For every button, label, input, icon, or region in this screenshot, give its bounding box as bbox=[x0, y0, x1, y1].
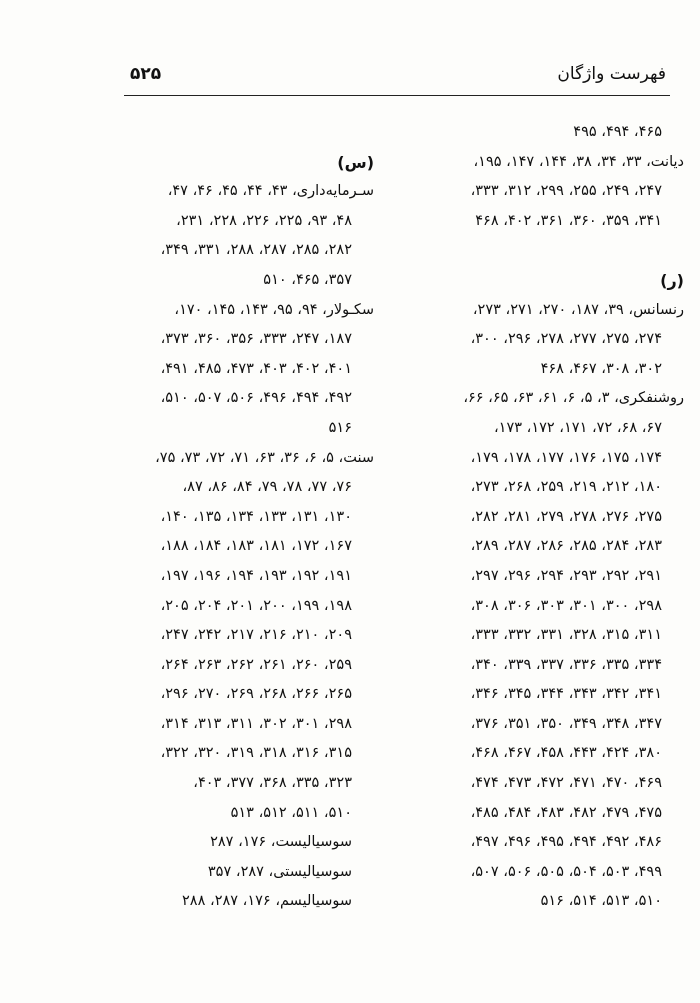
index-continuation-line: ۳۸۰، ۴۲۴، ۴۴۳، ۴۵۸، ۴۶۷، ۴۶۸، bbox=[470, 745, 662, 762]
index-continuation-line: ۲۸۲، ۲۸۵، ۲۸۷، ۲۸۸، ۳۳۱، ۳۴۹، bbox=[160, 242, 352, 259]
index-continuation-line: ۱۶۷، ۱۷۲، ۱۸۱، ۱۸۳، ۱۸۴، ۱۸۸، bbox=[160, 538, 352, 555]
index-entry-line: رنسانس، ۳۹، ۱۸۷، ۲۷۰، ۲۷۱، ۲۷۳، bbox=[472, 301, 684, 318]
index-continuation-line: ۳۴۷، ۳۴۸، ۳۴۹، ۳۵۰، ۳۵۱، ۳۷۶، bbox=[470, 715, 662, 732]
index-continuation-line: ۲۷۴، ۲۷۵، ۲۷۷، ۲۷۸، ۲۹۶، ۳۰۰، bbox=[470, 331, 662, 348]
index-entry-line: سـرمایه‌داری، ۴۳، ۴۴، ۴۵، ۴۶، ۴۷، bbox=[167, 183, 374, 200]
page-number: ۵۲۵ bbox=[130, 64, 162, 84]
index-column-left bbox=[130, 118, 374, 917]
index-continuation-line: ۲۴۷، ۲۴۹، ۲۵۵، ۲۹۹، ۳۱۲، ۳۳۳، bbox=[470, 183, 662, 200]
header-rule bbox=[124, 95, 670, 96]
index-continuation-line: ۵۱۰، ۵۱۱، ۵۱۲، ۵۱۳ bbox=[230, 804, 352, 821]
index-continuation-line: ۲۹۱، ۲۹۲، ۲۹۳، ۲۹۴، ۲۹۶، ۲۹۷، bbox=[470, 567, 662, 584]
index-continuation-line: ۳۵۷، ۴۶۵، ۵۱۰ bbox=[263, 271, 352, 288]
index-continuation-line: سوسیالیستی، ۲۸۷، ۳۵۷ bbox=[207, 863, 352, 880]
index-continuation-line: ۴۶۵، ۴۹۴، ۴۹۵ bbox=[573, 124, 662, 140]
index-continuation-line: ۴۸، ۹۳، ۲۲۵، ۲۲۶، ۲۲۸، ۲۳۱، bbox=[176, 212, 352, 229]
index-continuation-line: ۳۰۲، ۳۰۸، ۴۶۷، ۴۶۸ bbox=[540, 360, 662, 377]
index-continuation-line: ۳۱۵، ۳۱۶، ۳۱۸، ۳۱۹، ۳۲۰، ۳۲۲، bbox=[160, 745, 352, 762]
index-continuation-line: ۱۸۰، ۲۱۲، ۲۱۹، ۲۵۹، ۲۶۸، ۲۷۳، bbox=[470, 479, 662, 496]
blank-line bbox=[130, 118, 374, 148]
index-continuation-line: ۱۸۷، ۲۴۷، ۳۳۳، ۳۵۶، ۳۶۰، ۳۷۳، bbox=[160, 331, 352, 348]
blank-line bbox=[428, 236, 684, 266]
index-continuation-line: ۶۷، ۶۸، ۷۲، ۱۷۱، ۱۷۲، ۱۷۳، bbox=[493, 419, 662, 436]
index-continuation-line: ۴۸۶، ۴۹۲، ۴۹۴، ۴۹۵، ۴۹۶، ۴۹۷، bbox=[470, 834, 662, 851]
index-continuation-line: ۱۳۰، ۱۳۱، ۱۳۳، ۱۳۴، ۱۳۵، ۱۴۰، bbox=[160, 508, 352, 525]
index-continuation-line: ۳۴۱، ۳۴۲، ۳۴۳، ۳۴۴، ۳۴۵، ۳۴۶، bbox=[470, 686, 662, 703]
index-continuation-line: سوسیالیست، ۱۷۶، ۲۸۷ bbox=[210, 834, 352, 851]
index-continuation-line: ۳۴۱، ۳۵۹، ۳۶۰، ۳۶۱، ۴۰۲، ۴۶۸ bbox=[475, 212, 662, 229]
index-entry-line: سکـولار، ۹۴، ۹۵، ۱۴۳، ۱۴۵، ۱۷۰، bbox=[174, 301, 374, 318]
index-continuation-line: ۵۱۶ bbox=[328, 419, 352, 436]
index-continuation-line: ۴۹۲، ۴۹۴، ۴۹۶، ۵۰۶، ۵۰۷، ۵۱۰، bbox=[160, 390, 352, 407]
index-continuation-line: ۲۰۹، ۲۱۰، ۲۱۶، ۲۱۷، ۲۴۲، ۲۴۷، bbox=[160, 627, 352, 644]
index-entry-line: سنت، ۵، ۶، ۳۶، ۶۳، ۷۱، ۷۲، ۷۳، ۷۵، bbox=[155, 449, 374, 466]
index-continuation-line: ۴۰۱، ۴۰۲، ۴۰۳، ۴۷۳، ۴۸۵، ۴۹۱، bbox=[160, 360, 352, 377]
index-continuation-line: ۴۶۹، ۴۷۰، ۴۷۱، ۴۷۲، ۴۷۳، ۴۷۴، bbox=[470, 775, 662, 792]
index-continuation-line: ۷۶، ۷۷، ۷۸، ۷۹، ۸۴، ۸۶، ۸۷، bbox=[182, 479, 352, 496]
index-continuation-line: ۲۶۵، ۲۶۶، ۲۶۸، ۲۶۹، ۲۷۰، ۲۹۶، bbox=[160, 686, 352, 703]
index-entry-line: دیانت، ۳۳، ۳۴، ۳۸، ۱۴۴، ۱۴۷، ۱۹۵، bbox=[473, 153, 684, 170]
index-continuation-line: ۲۵۹، ۲۶۰، ۲۶۱، ۲۶۲، ۲۶۳، ۲۶۴، bbox=[160, 656, 352, 673]
index-column-right bbox=[428, 118, 684, 917]
index-continuation-line: ۲۸۳، ۲۸۴، ۲۸۵، ۲۸۶، ۲۸۷، ۲۸۹، bbox=[470, 538, 662, 555]
index-continuation-line: ۱۹۱، ۱۹۲، ۱۹۳، ۱۹۴، ۱۹۶، ۱۹۷، bbox=[160, 567, 352, 584]
index-continuation-line: ۲۷۵، ۲۷۶، ۲۷۸، ۲۷۹، ۲۸۱، ۲۸۲، bbox=[470, 508, 662, 525]
index-continuation-line: ۳۳۴، ۳۳۵، ۳۳۶، ۳۳۷، ۳۳۹، ۳۴۰، bbox=[470, 656, 662, 673]
index-continuation-line: ۴۷۵، ۴۷۹، ۴۸۲، ۴۸۳، ۴۸۴، ۴۸۵، bbox=[470, 804, 662, 821]
index-continuation-line: ۳۱۱، ۳۱۵، ۳۲۸، ۳۳۱، ۳۳۲، ۳۳۳، bbox=[470, 627, 662, 644]
index-entry-line: روشنفکری، ۳، ۵، ۶، ۶۱، ۶۳، ۶۵، ۶۶، bbox=[463, 390, 684, 407]
section-heading: (ر) bbox=[660, 270, 684, 290]
index-continuation-line: ۲۹۸، ۳۰۱، ۳۰۲، ۳۱۱، ۳۱۳، ۳۱۴، bbox=[160, 715, 352, 732]
index-continuation-line: سوسیالیسم، ۱۷۶، ۲۸۷، ۲۸۸ bbox=[182, 893, 352, 910]
index-continuation-line: ۵۱۰، ۵۱۳، ۵۱۴، ۵۱۶ bbox=[540, 893, 662, 910]
index-continuation-line: ۱۷۴، ۱۷۵، ۱۷۶، ۱۷۷، ۱۷۸، ۱۷۹، bbox=[470, 449, 662, 466]
section-heading: (س) bbox=[337, 152, 374, 172]
index-continuation-line: ۱۹۸، ۱۹۹، ۲۰۰، ۲۰۱، ۲۰۴، ۲۰۵، bbox=[160, 597, 352, 614]
index-continuation-line: ۳۲۳، ۳۳۵، ۳۶۸، ۳۷۷، ۴۰۳، bbox=[193, 775, 352, 792]
page-header bbox=[128, 64, 666, 90]
page-title: فهرست واژگان bbox=[557, 64, 666, 84]
index-continuation-line: ۴۹۹، ۵۰۳، ۵۰۴، ۵۰۵، ۵۰۶، ۵۰۷، bbox=[470, 863, 662, 880]
index-continuation-line: ۲۹۸، ۳۰۰، ۳۰۱، ۳۰۳، ۳۰۶، ۳۰۸، bbox=[470, 597, 662, 614]
